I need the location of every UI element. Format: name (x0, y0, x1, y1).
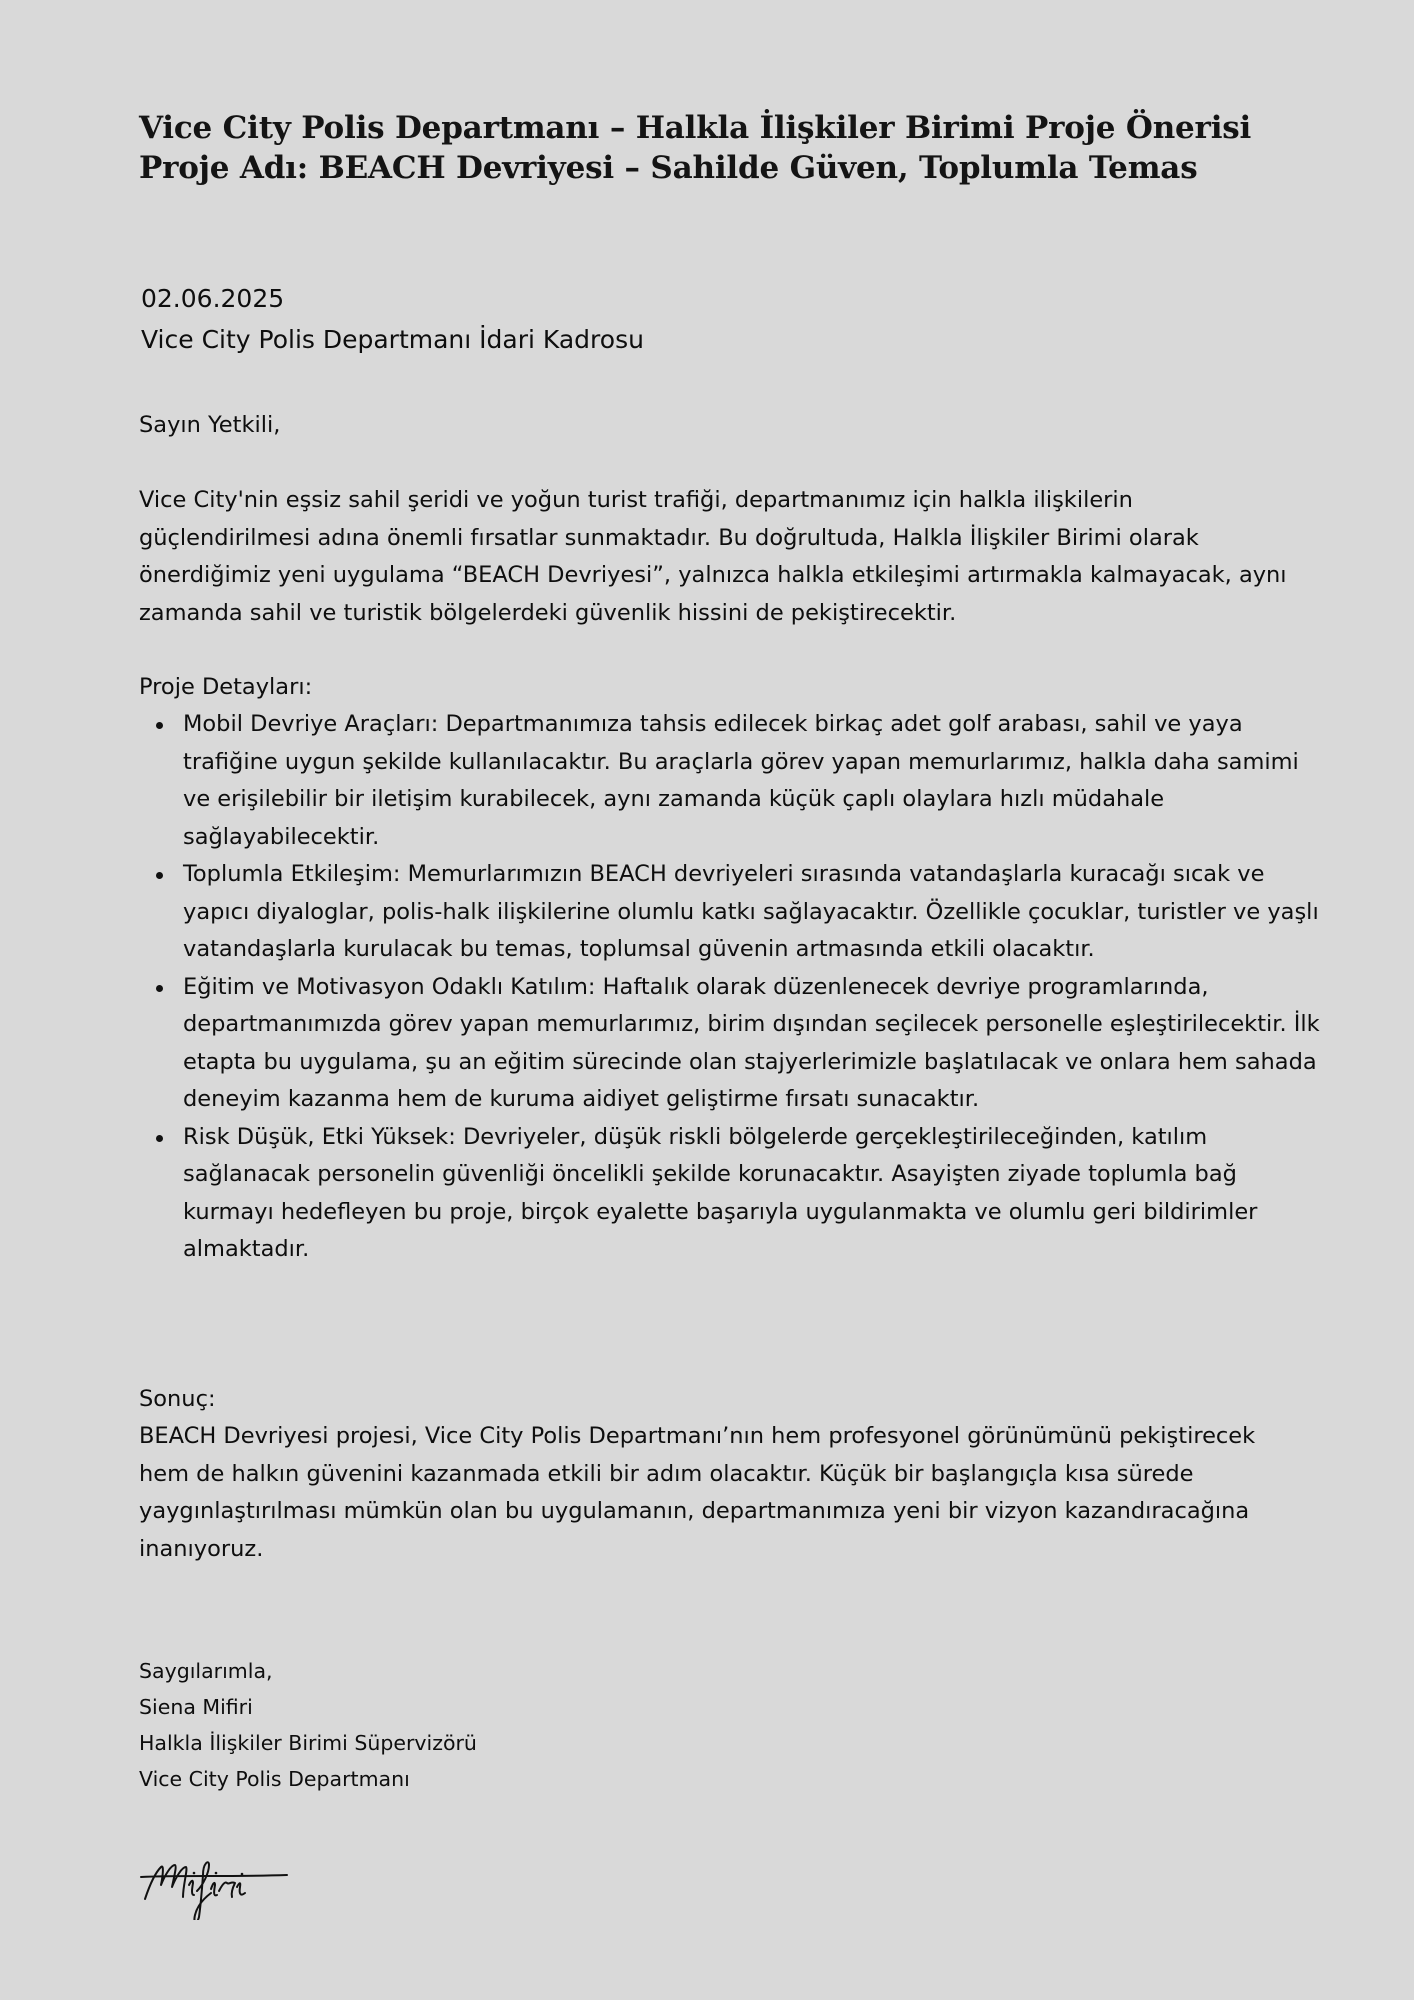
list-item: Risk Düşük, Etki Yüksek: Devriyeler, düşük riskli bölgelerde gerçekleştirileceğinden, katılım sağlanacak personelin güvenliği öncelikli şekilde korunacaktır. Asayişten ziyade toplumla bağ kurmayı hedefleyen bu proje, birçok eyalette başarıyla uygulanmakta ve olumlu geri bildirimler almaktadır. (183, 1119, 1333, 1269)
closing-block (139, 1653, 477, 1797)
list-item: Eğitim ve Motivasyon Odaklı Katılım: Haftalık olarak düzenlenecek devriye programlarında, departmanımızda görev yapan memurlarımız, birim dışından seçilecek personelle eşleştirilecektir. İlk etapta bu uygulama, şu an eğitim sürecinde olan stajyerlerimizle başlatılacak ve onlara hem sahada deneyim kazanma hem de kuruma aidiyet geliştirme fırsatı sunacaktır. (183, 969, 1333, 1119)
letter-recipient: Vice City Polis Departmanı İdari Kadrosu (141, 325, 644, 354)
letter-title (139, 108, 1289, 188)
sender-title: Halkla İlişkiler Birimi Süpervizörü (139, 1731, 477, 1755)
list-item: Mobil Devriye Araçları: Departmanımıza tahsis edilecek birkaç adet golf arabası, sahil ve yaya trafiğine uygun şekilde kullanılacaktır. Bu araçlarla görev yapan memurlarımız, halkla daha samimi ve erişilebilir bir iletişim kurabilecek, aynı zamanda küçük çaplı olaylara hızlı müdahale sağlayabilecektir. (183, 706, 1333, 856)
intro-paragraph: Vice City'nin eşsiz sahil şeridi ve yoğun turist trafiği, departmanımız için halkla ilişkilerin güçlendirilmesi adına önemli fırsatlar sunmaktadır. Bu doğrultuda, Halkla İlişkiler Birimi olarak önerdiğimiz yeni uygulama “BEACH Devriyesi”, yalnızca halkla etkileşimi artırmakla kalmayacak, aynı zamanda sahil ve turistik bölgelerdeki güvenlik hissini de pekiştirecektir. (139, 487, 1287, 626)
conclusion-paragraph: BEACH Devriyesi projesi, Vice City Polis Departmanı’nın hem profesyonel görünümünü pekiştirecek hem de halkın güvenini kazanmada etkili bir adım olacaktır. Küçük bir başlangıçla kısa sürede yaygınlaştırılması mümkün olan bu uygulamanın, departmanımıza yeni bir vizyon kazandıracağına inanıyoruz. (139, 1423, 1256, 1562)
title-line-2: Proje Adı: BEACH Devriyesi – Sahilde Güven, Toplumla Temas (139, 150, 1198, 186)
sender-organization: Vice City Polis Departmanı (139, 1767, 410, 1791)
list-item: Toplumla Etkileşim: Memurlarımızın BEACH devriyeleri sırasında vatandaşlarla kuracağı sıcak ve yapıcı diyaloglar, polis-halk ilişkilerine olumlu katkı sağlayacaktır. Özellikle çocuklar, turistler ve yaşlı vatandaşlarla kurulacak bu temas, toplumsal güvenin artmasında etkili olacaktır. (183, 856, 1333, 969)
conclusion-heading: Sonuç: (139, 1386, 216, 1412)
handwritten-signature (139, 1845, 289, 1920)
sender-name: Siena Mifiri (139, 1695, 253, 1719)
details-list (139, 706, 1333, 1269)
closing-phrase: Saygılarımla, (139, 1659, 273, 1683)
details-heading: Proje Detayları: (139, 674, 313, 700)
salutation: Sayın Yetkili, (139, 412, 281, 438)
title-line-1: Vice City Polis Departmanı – Halkla İlişkiler Birimi Proje Önerisi (139, 110, 1252, 146)
letter-date: 02.06.2025 (141, 284, 285, 313)
